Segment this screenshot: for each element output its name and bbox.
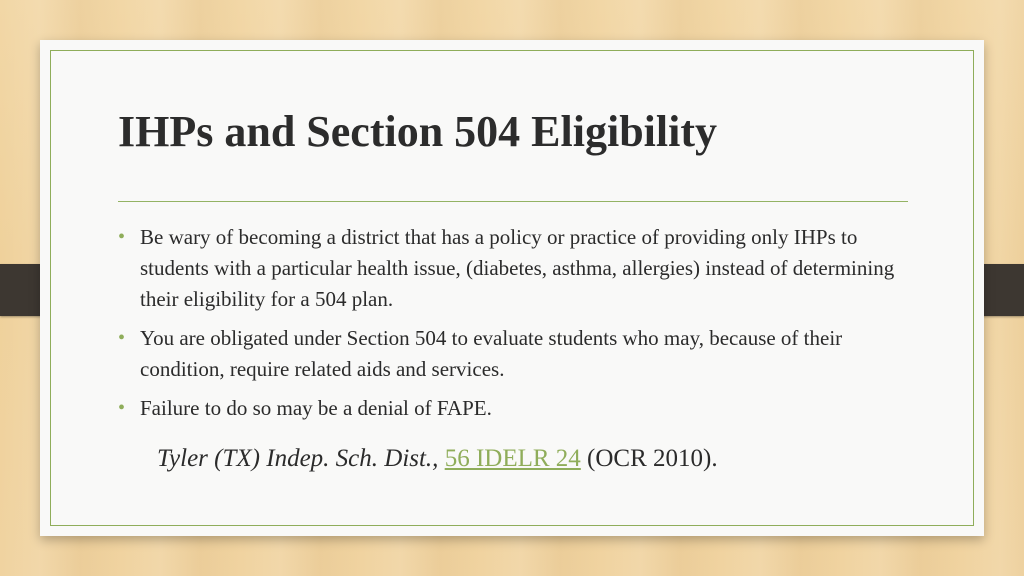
citation-link[interactable]: 56 IDELR 24 bbox=[444, 445, 581, 472]
bullet-list bbox=[118, 222, 918, 432]
bullet-dot-icon: • bbox=[118, 327, 126, 349]
slide-title: IHPs and Section 504 Eligibility bbox=[118, 107, 717, 156]
bullet-text: Failure to do so may be a denial of FAPE. bbox=[140, 396, 492, 420]
bullet-dot-icon: • bbox=[118, 226, 126, 248]
bullet-text: You are obligated under Section 504 to evaluate students who may, because of their condition, require related aids and services. bbox=[140, 326, 843, 381]
bullet-item bbox=[118, 393, 918, 424]
bullet-item bbox=[118, 222, 918, 315]
citation-suffix: (OCR 2010). bbox=[587, 445, 718, 472]
case-citation bbox=[157, 442, 718, 476]
bullet-item bbox=[118, 323, 918, 385]
title-divider bbox=[118, 201, 908, 202]
bullet-dot-icon: • bbox=[118, 397, 126, 419]
citation-case-name: Tyler (TX) Indep. Sch. Dist., bbox=[157, 445, 439, 472]
slide-card bbox=[40, 40, 984, 536]
bullet-text: Be wary of becoming a district that has a policy or practice of providing only IHPs to students with a particular health issue, (diabetes, asthma, allergies) instead of determining their eligibility for a 504 plan. bbox=[140, 225, 895, 311]
